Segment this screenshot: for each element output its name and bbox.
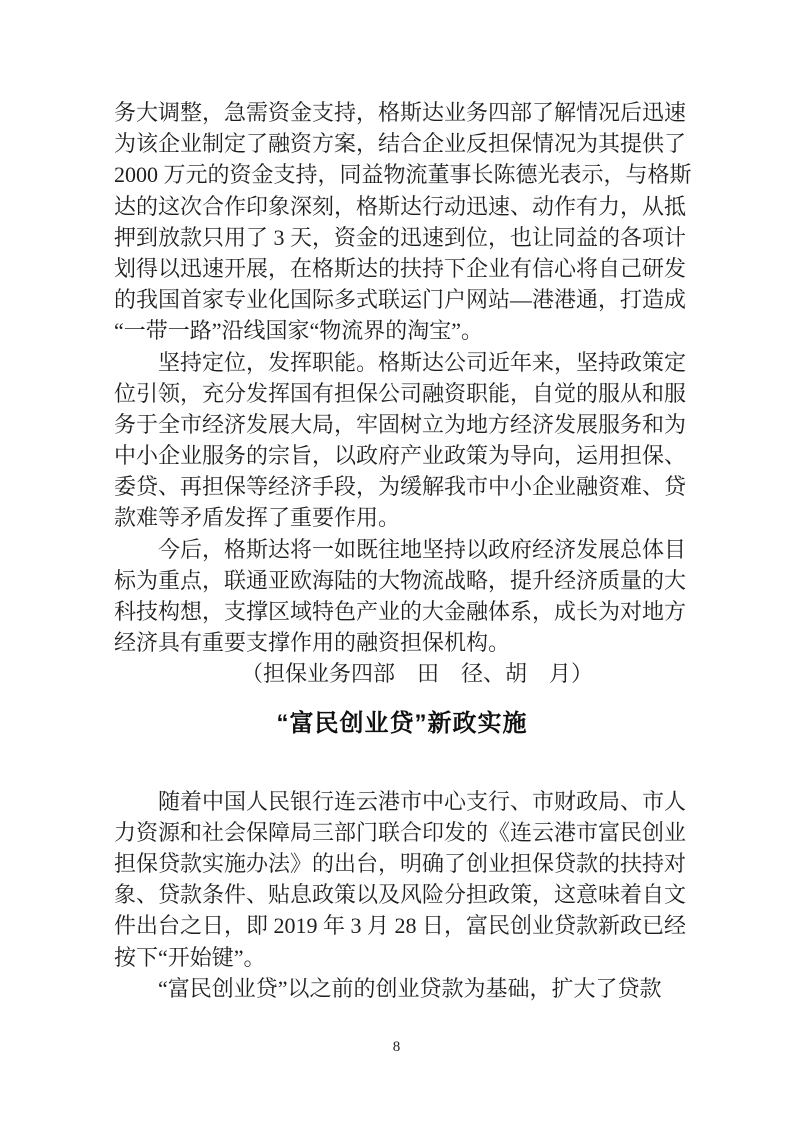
page-content [114, 97, 690, 1004]
article-guarantee-lines [114, 97, 690, 658]
text-line: 划得以迅速开展，在格斯达的扶持下企业有信心将自己研发 [114, 255, 687, 281]
text-line: 力资源和社会保障局三部门联合印发的《连云港市富民创业 [114, 819, 687, 845]
text-line: 今后，格斯达将一如既往地坚持以政府经济发展总体目 [114, 536, 687, 562]
text-line: 委贷、再担保等经济手段，为缓解我市中小企业融资难、贷 [114, 474, 687, 500]
text-line: 押到放款只用了 3 天，资金的迅速到位，也让同益的各项计 [114, 224, 687, 250]
text-line: “富民创业贷”以之前的创业贷款为基础，扩大了贷款 [114, 975, 662, 1001]
text-line: 担保贷款实施办法》的出台，明确了创业担保贷款的扶持对 [114, 850, 687, 876]
text-line: 随着中国人民银行连云港市中心支行、市财政局、市人 [114, 788, 687, 814]
article-fumin-lines [114, 786, 690, 1004]
text-line: 为该企业制定了融资方案，结合企业反担保情况为其提供了 [114, 131, 687, 157]
text-line: 按下“开始键”。 [114, 944, 266, 970]
page-number: 8 [392, 1039, 401, 1055]
text-line: 象、贷款条件、贴息政策以及风险分担政策，这意味着自文 [114, 882, 687, 908]
text-line: 中小企业服务的宗旨，以政府产业政策为导向，运用担保、 [114, 443, 687, 469]
text-line: 的我国首家专业化国际多式联运门户网站—港港通，打造成 [114, 287, 687, 313]
text-line: 达的这次合作印象深刻，格斯达行动迅速、动作有力，从抵 [114, 193, 687, 219]
text-line: 经济具有重要支撑作用的融资担保机构。 [114, 630, 511, 656]
text-line: 科技构想，支撑区域特色产业的大金融体系，成长为对地方 [114, 599, 687, 624]
text-line: 款难等矛盾发挥了重要作用。 [114, 505, 401, 531]
article-guarantee-body [114, 97, 690, 690]
text-line: 2000 万元的资金支持，同益物流董事长陈德光表示，与格斯 [114, 162, 692, 188]
article-guarantee-byline: （担保业务四部 田 径、胡 月） [240, 661, 593, 687]
text-line: 务于全市经济发展大局，牢固树立为地方经济发展服务和为 [114, 411, 687, 437]
text-line: 坚持定位，发挥职能。格斯达公司近年来，坚持政策定 [114, 349, 687, 375]
text-line: 务大调整，急需资金支持，格斯达业务四部了解情况后迅速 [114, 100, 687, 125]
text-line: “一带一路”沿线国家“物流界的淘宝”。 [114, 318, 484, 344]
article-fumin-body [114, 786, 690, 1004]
text-line: 标为重点，联通亚欧海陆的大物流战略，提升经济质量的大 [114, 567, 687, 593]
text-line: 位引领，充分发挥国有担保公司融资职能，自觉的服从和服 [114, 380, 687, 406]
article-fumin-title: “富民创业贷”新政实施 [276, 709, 528, 737]
text-line: 件出台之日，即 2019 年 3 月 28 日，富民创业贷款新政已经 [114, 913, 687, 939]
